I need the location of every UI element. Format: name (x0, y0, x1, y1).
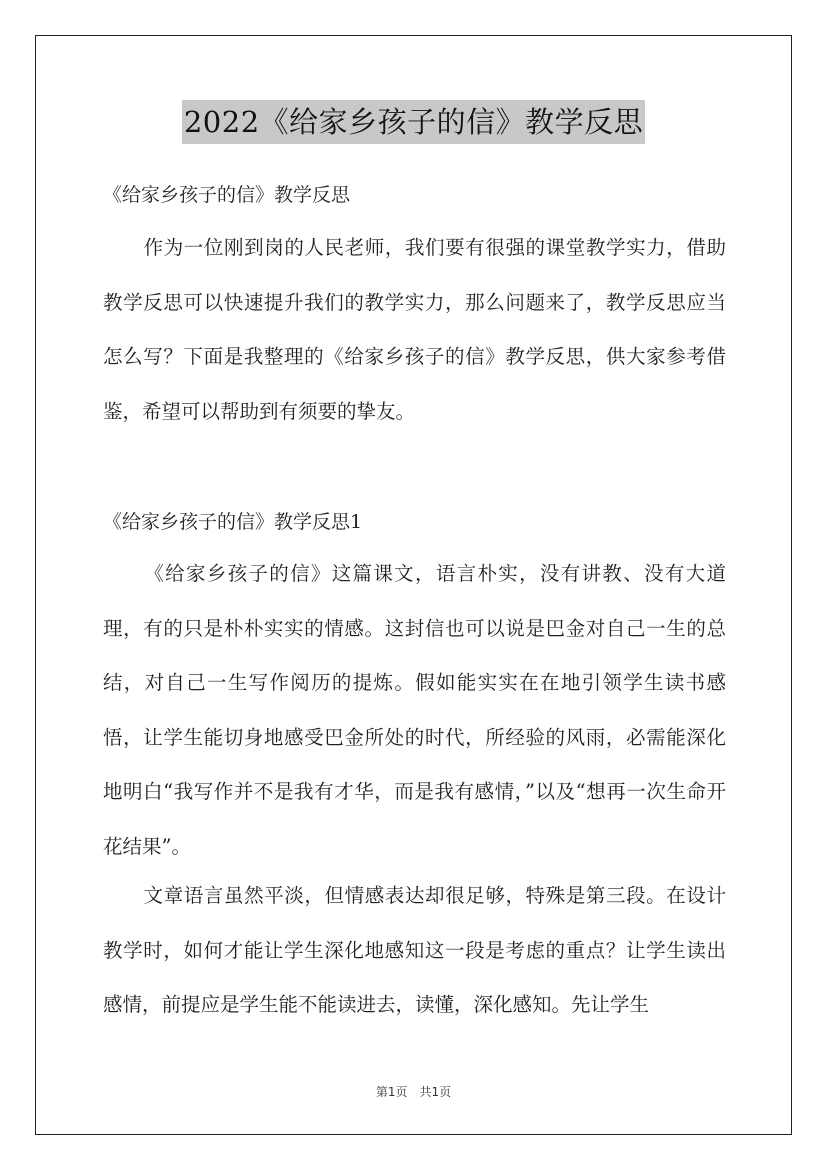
intro-heading: 《给家乡孩子的信》教学反思 (103, 184, 351, 206)
page-footer (0, 1083, 827, 1100)
title-container (0, 100, 827, 144)
section-paragraph-2 (103, 869, 726, 1033)
intro-paragraph (103, 221, 726, 439)
page-number-label: 第1页 共1页 (375, 1085, 452, 1099)
document-title: 2022《给家乡孩子的信》教学反思 (182, 100, 645, 144)
section-paragraph-2-text: 文章语言虽然平淡，但情感表达却很足够，特殊是第三段。在设计教学时，如何才能让学生深化地感知这一段是考虑的重点？让学生读出感情，前提应是学生能不能读进去，读懂，深化感知。先让学生 (103, 884, 726, 1017)
section-paragraph-1 (103, 547, 726, 875)
section-paragraph-1-text: 《给家乡孩子的信》这篇课文，语言朴实，没有讲教、没有大道理，有的只是朴朴实实的情感。这封信也可以说是巴金对自己一生的总结，对自己一生写作阅历的提炼。假如能实实在在地引领学生读书感悟，让学生能切身地感受巴金所处的时代，所经验的风雨，必需能深化地明白“我写作并不是我有才华，而是我有感情，”以及“想再一次生命开花结果”。 (103, 562, 726, 858)
intro-paragraph-text: 作为一位刚到岗的人民老师，我们要有很强的课堂教学实力，借助教学反思可以快速提升我们的教学实力，那么问题来了，教学反思应当怎么写？下面是我整理的《给家乡孩子的信》教学反思，供大家参考借鉴，希望可以帮助到有须要的挚友。 (103, 236, 726, 423)
section-heading: 《给家乡孩子的信》教学反思1 (103, 511, 363, 533)
